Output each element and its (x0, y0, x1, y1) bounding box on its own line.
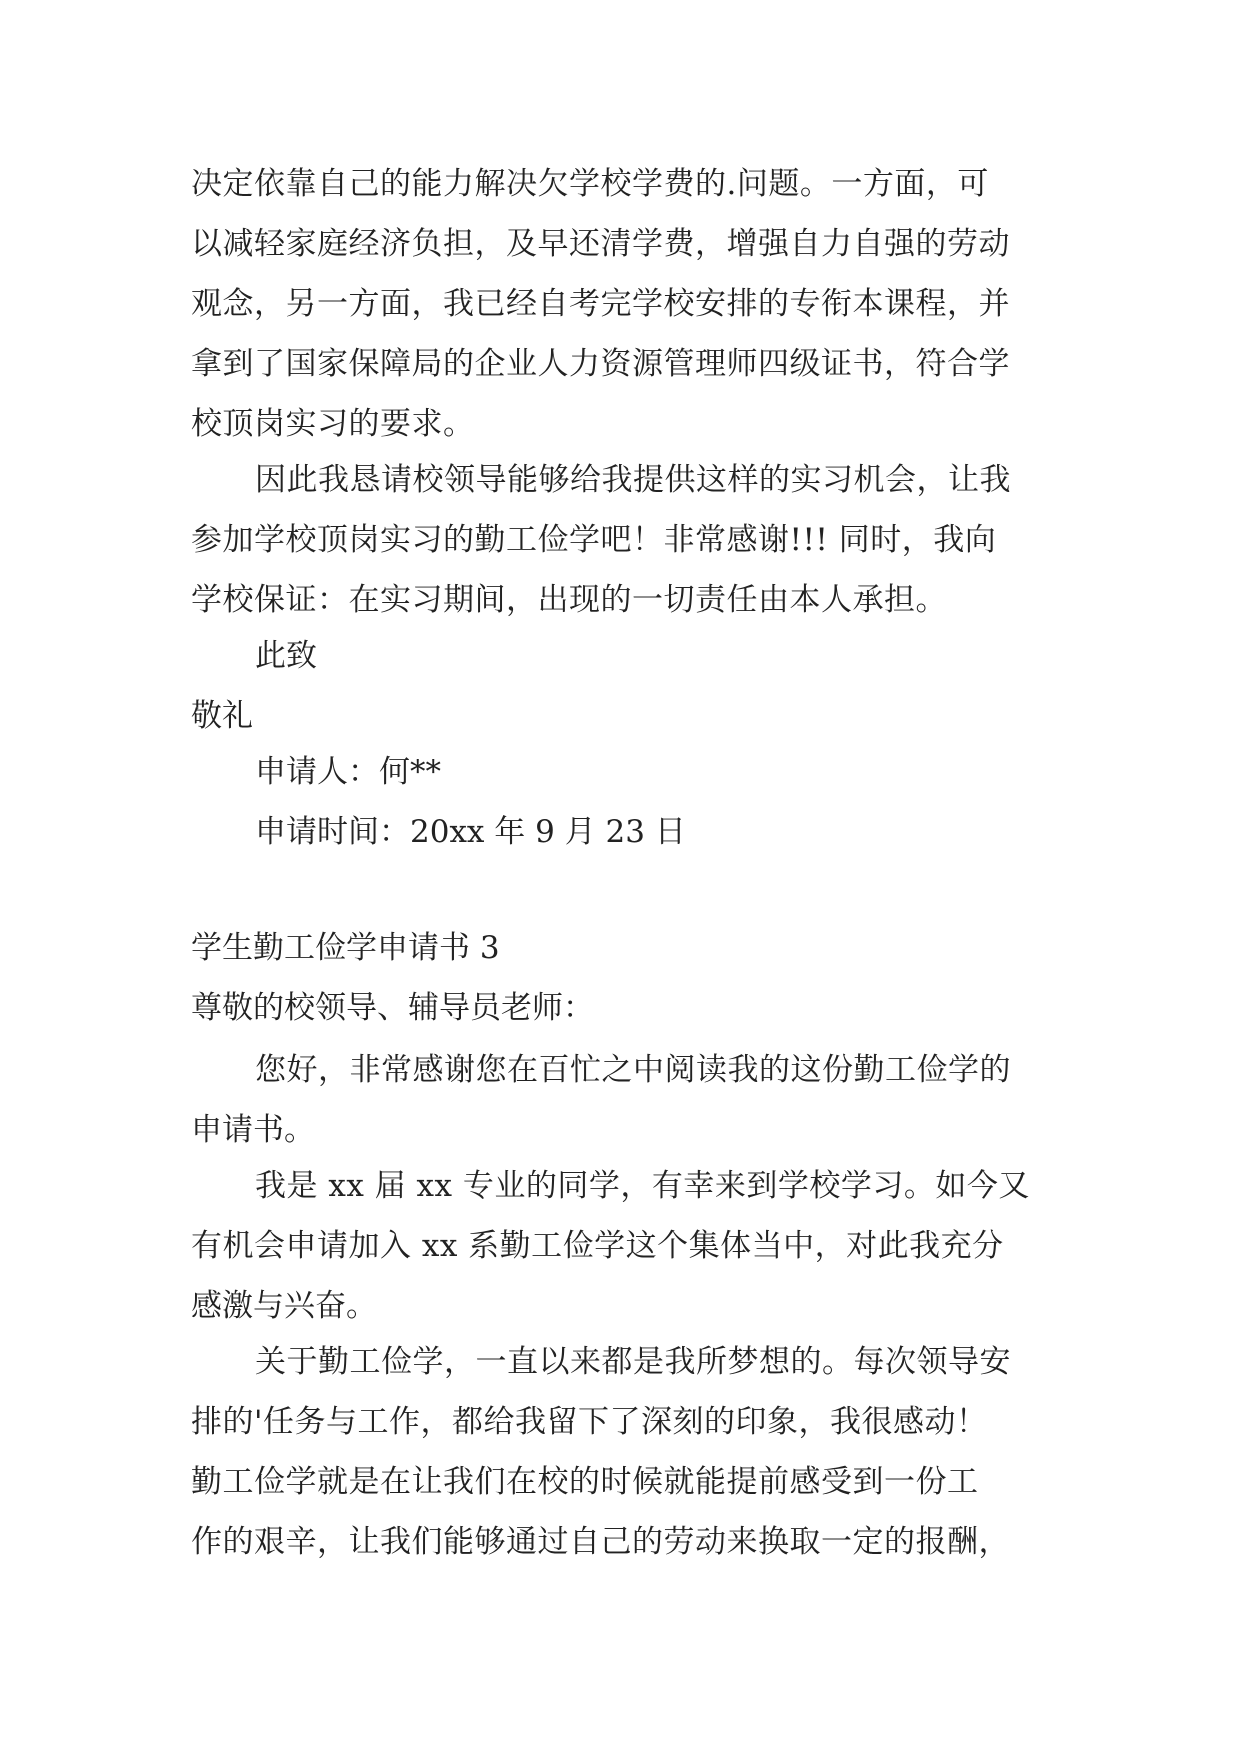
paragraph-1-line-4: 拿到了国家保障局的企业人力资源管理师四级证书，符合学 (191, 346, 1010, 382)
paragraph-2-line-3: 学校保证：在实习期间，出现的一切责任由本人承担。 (191, 582, 947, 618)
paragraph-2-line-1: 因此我恳请校领导能够给我提供这样的实习机会，让我 (255, 462, 1011, 498)
paragraph-1-line-5: 校顶岗实习的要求。 (191, 406, 475, 442)
section-title: 学生勤工俭学申请书 3 (191, 930, 500, 966)
paragraph-5-line-4: 作的艰辛，让我们能够通过自己的劳动来换取一定的报酬， (191, 1524, 1010, 1560)
application-date-line: 申请时间：20xx 年 9 月 23 日 (255, 814, 686, 850)
paragraph-4 (191, 1156, 1051, 1336)
paragraph-4-line-1: 我是 xx 届 xx 专业的同学，有幸来到学校学习。如今又 (255, 1168, 1030, 1204)
paragraph-1-line-2: 以减轻家庭经济负担，及早还清学费，增强自力自强的劳动 (191, 226, 1010, 262)
closing-block (191, 626, 1051, 746)
paragraph-4-line-2: 有机会申请加入 xx 系勤工俭学这个集体当中，对此我充分 (191, 1228, 1004, 1264)
paragraph-1-line-3: 观念，另一方面，我已经自考完学校安排的专衔本课程，并 (191, 286, 1010, 322)
paragraph-5-line-2: 排的'任务与工作，都给我留下了深刻的印象，我很感动！ (191, 1404, 988, 1440)
paragraph-5 (191, 1332, 1051, 1572)
paragraph-4-line-3: 感激与兴奋。 (191, 1288, 377, 1324)
paragraph-3-line-2: 申请书。 (191, 1112, 315, 1148)
closing-line-2: 敬礼 (191, 698, 253, 734)
paragraph-1 (191, 154, 1051, 454)
paragraph-2 (191, 450, 1051, 630)
salutation: 尊敬的校领导、辅导员老师： (191, 990, 594, 1026)
paragraph-1-line-1: 决定依靠自己的能力解决欠学校学费的.问题。一方面，可 (191, 166, 989, 202)
paragraph-3 (191, 1040, 1051, 1160)
paragraph-2-line-2: 参加学校顶岗实习的勤工俭学吧！非常感谢!!! 同时，我向 (191, 522, 997, 558)
closing-line-1: 此致 (255, 638, 317, 674)
paragraph-5-line-3: 勤工俭学就是在让我们在校的时候就能提前感受到一份工 (191, 1464, 979, 1500)
paragraph-3-line-1: 您好，非常感谢您在百忙之中阅读我的这份勤工俭学的 (255, 1052, 1011, 1088)
signature-block (191, 742, 1051, 862)
paragraph-5-line-1: 关于勤工俭学，一直以来都是我所梦想的。每次领导安 (255, 1344, 1011, 1380)
applicant-line: 申请人：何** (255, 754, 441, 790)
section-heading-block (191, 918, 1051, 1038)
